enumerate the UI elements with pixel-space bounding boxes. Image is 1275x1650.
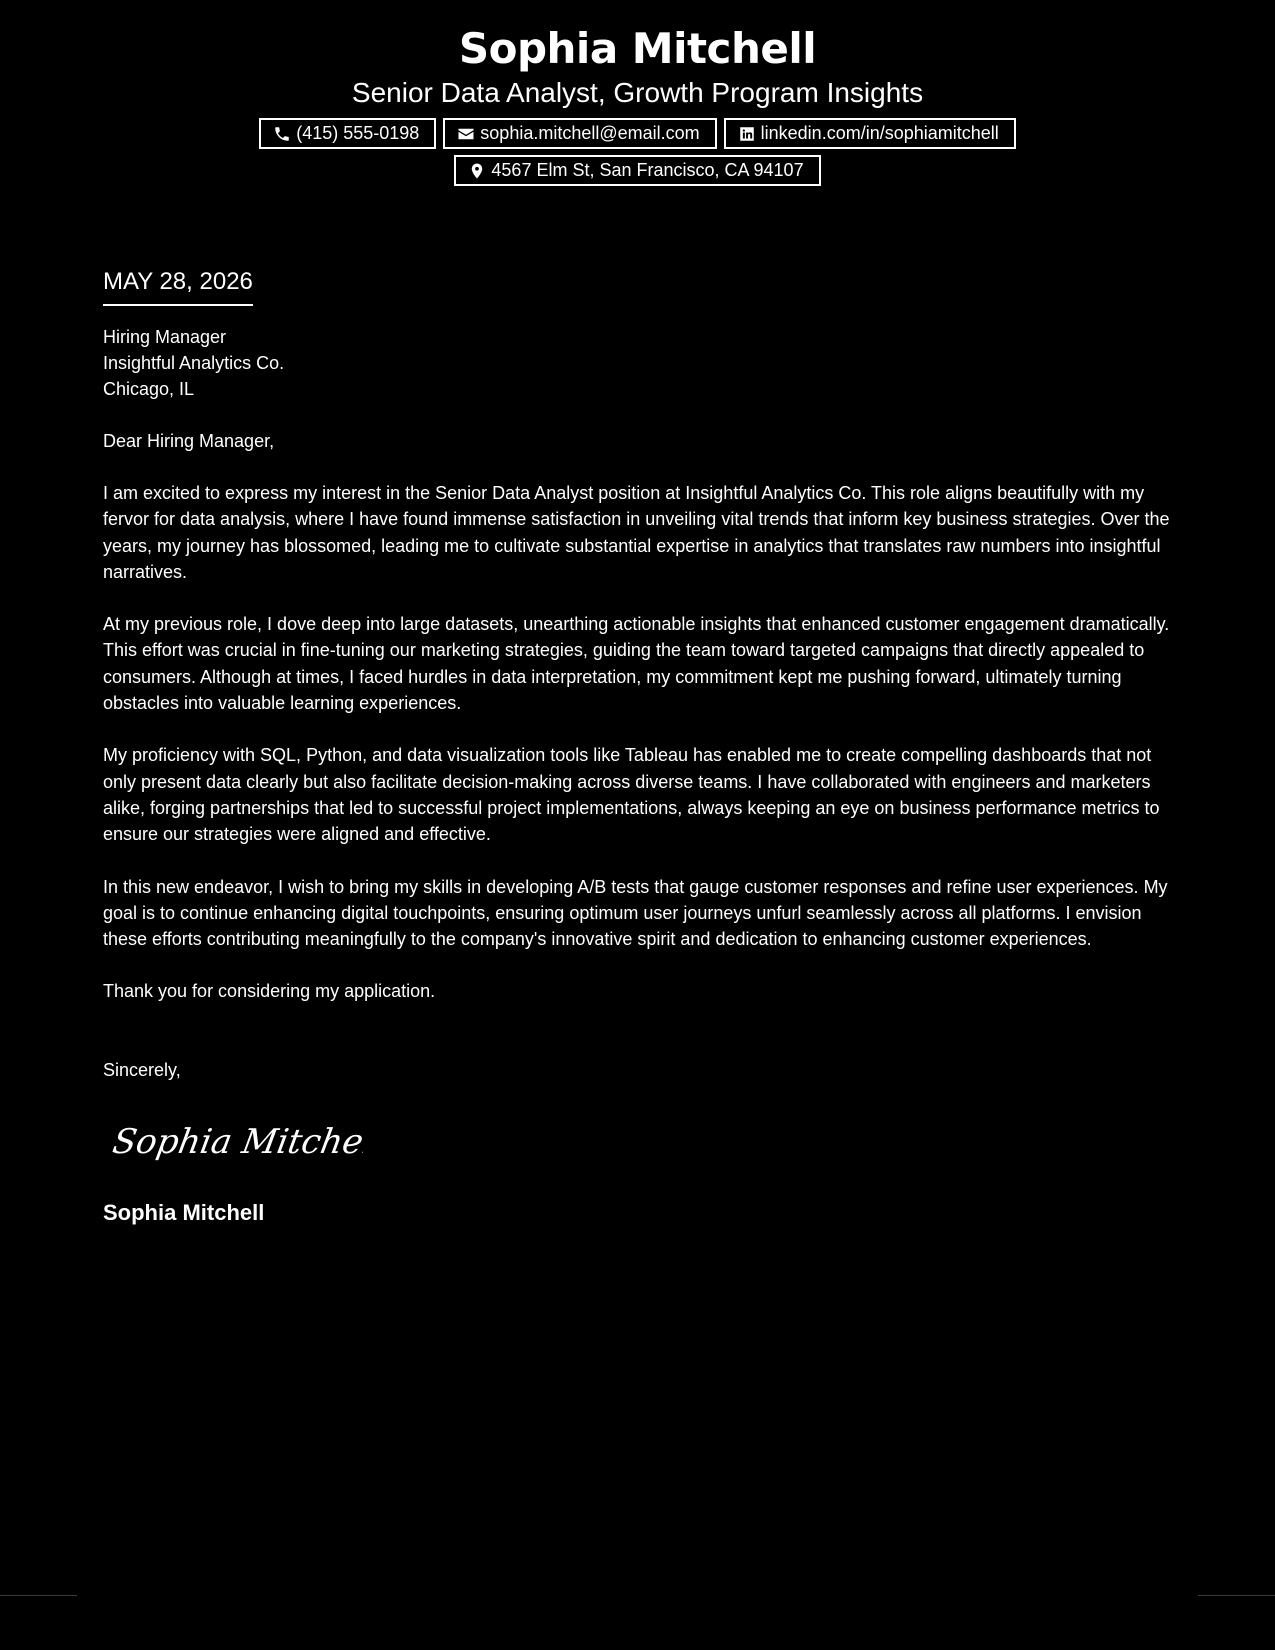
phone-icon [273,125,291,143]
applicant-name: Sophia Mitchell [458,24,817,73]
street-address: 4567 Elm St, San Francisco, CA 94107 [491,160,804,180]
envelope-icon [457,125,475,143]
contact-linkedin[interactable] [724,118,1016,149]
signature-text: Sophia Mitchell [109,1121,363,1162]
contact-address[interactable] [454,155,820,186]
address-row [0,155,1275,186]
applicant-title: Senior Data Analyst, Growth Program Insights [351,77,924,108]
recipient-block [103,324,1173,402]
recipient-line: Hiring Manager [103,327,227,347]
body-paragraph: At my previous role, I dove deep into large datasets, unearthing actionable insights that enhanced customer engagement dramatically. This effort was crucial in fine-tuning our marketing strategies, guiding the team toward targeted campaigns that directly appealed to consumers. Although at times, I faced hurdles in data interpretation, my commitment kept me pushing forward, ultimately turning obstacles into valuable learning experiences. [103,614,1170,714]
contact-email[interactable] [443,118,716,149]
salutation: Dear Hiring Manager, [103,431,275,451]
recipient-line: Chicago, IL [103,379,195,399]
letter-date: MAY 28, 2026 [103,266,253,306]
body-paragraph: Thank you for considering my application. [103,981,436,1002]
footer-rule-left [0,1595,77,1596]
email-address: sophia.mitchell@email.com [480,123,700,143]
letter-body [103,266,1173,1228]
body-paragraph: I am excited to express my interest in the Senior Data Analyst position at Insightful Analytics Co. This role aligns beautifully with my fervor for data analysis, where I have found immense satisfaction in unveiling vital trends that inform key business strategies. Over the years, my journey has blossomed, leading me to cultivate substantial expertise in analytics that translates raw numbers into insightful narratives. [103,483,1170,582]
body-paragraph: My proficiency with SQL, Python, and data visualization tools like Tableau has enabled me to create compelling dashboards that not only present data clearly but also facilitate decision-making across diverse teams. I have collaborated with engineers and marketers alike, forging partnerships that led to successful project implementations, always keeping an eye on business performance metrics to ensure our strategies were aligned and effective. [103,745,1160,845]
letter-header [0,0,1275,186]
recipient-line: Insightful Analytics Co. [103,353,285,373]
signed-name: Sophia Mitchell [103,1199,265,1225]
linkedin-icon [738,125,756,143]
closing: Sincerely, [103,1059,181,1080]
body-paragraph: In this new endeavor, I wish to bring my skills in developing A/B tests that gauge customer responses and refine user experiences. My goal is to continue enhancing digital touchpoints, ensuring optimum user journeys unfurl seamlessly across all platforms. I envision these efforts contributing meaningfully to the company's innovative spirit and dedication to enhancing customer experiences. [103,876,1168,950]
handwritten-signature [103,1109,363,1173]
linkedin-url: linkedin.com/in/sophiamitchell [760,123,999,143]
contact-row [0,118,1275,149]
phone-number: (415) 555-0198 [296,123,420,143]
footer-rule-right [1198,1595,1275,1596]
contact-phone[interactable] [259,118,436,149]
map-pin-icon [468,162,486,180]
